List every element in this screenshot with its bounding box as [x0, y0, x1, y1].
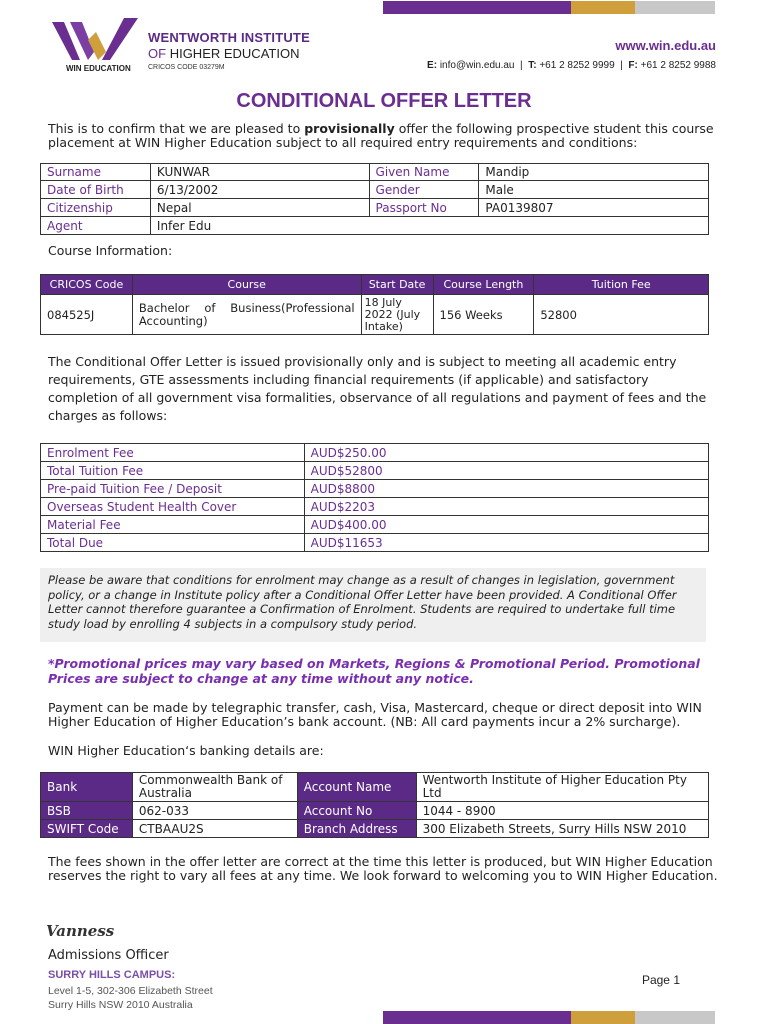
student-details-table: [40, 163, 709, 235]
fee-value: AUD$52800: [304, 462, 708, 480]
branch-value: 300 Elizabeth Streets, Surry Hills NSW 2010: [416, 820, 708, 838]
top-bar-gold: [571, 1, 635, 14]
email-label: E:: [427, 60, 438, 71]
gender-label: Gender: [369, 181, 479, 199]
page-number: Page 1: [641, 973, 680, 987]
bottom-bar-purple: [383, 1011, 571, 1024]
table-row: [41, 802, 709, 820]
website-link[interactable]: www.win.edu.au: [615, 38, 716, 53]
passport-value: PA0139807: [479, 199, 709, 217]
course-cricos-value: 084525J: [41, 295, 133, 335]
top-bar-grey: [635, 1, 715, 14]
bottom-bar-grey: [635, 1011, 715, 1024]
fee-label: Overseas Student Health Cover: [41, 498, 305, 516]
course-start-value: 18 July 2022 (July Intake): [361, 295, 433, 335]
table-row: [41, 820, 709, 838]
passport-label: Passport No: [369, 199, 479, 217]
branch-label: Branch Address: [297, 820, 416, 838]
course-header-length: Course Length: [433, 275, 534, 295]
enrolment-note: Please be aware that conditions for enrolment may change as a result of changes in legislation, government policy, or a change in Institute policy after a Conditional Offer Letter have been provided. A Conditional Offer Letter cannot therefore guarantee a Confirmation of Enrolment. Students are required to undertake full time study load by enrolling 4 subjects in a compulsory study period.: [40, 568, 706, 642]
course-header-start: Start Date: [361, 275, 433, 295]
contact-line: E: info@win.edu.au | T: +61 2 8252 9999 | F: +61 2 8252 9988: [427, 60, 716, 71]
logo-caption: WIN EDUCATION: [66, 64, 131, 73]
banking-table: [40, 772, 709, 838]
banking-intro: WIN Higher Education‘s banking details are:: [48, 743, 324, 758]
surname-value: KUNWAR: [150, 164, 369, 181]
top-bar-purple: [383, 1, 571, 14]
conditions-paragraph: The Conditional Offer Letter is issued provisionally only and is subject to meeting all academic entry requirements, GTE assessments including financial requirements (if applicable) and satisfactory completion of all government visa formalities, observance of all regulations and payment of fees and the charges as follows:: [48, 354, 707, 423]
account-no-label: Account No: [297, 802, 416, 820]
fee-value: AUD$2203: [304, 498, 708, 516]
intro-text-end: offer the following prospective student this course placement at WIN Higher Education subject to all required entry requirements and conditions:: [48, 121, 714, 150]
phone-number: +61 2 8252 9999: [539, 60, 615, 71]
intro-bold-word: provisionally: [304, 121, 395, 136]
fee-value: AUD$250.00: [304, 444, 708, 462]
table-row: [41, 534, 709, 552]
given-name-label: Given Name: [369, 164, 479, 181]
table-row: [41, 295, 709, 335]
table-row: [41, 516, 709, 534]
citizenship-label: Citizenship: [41, 199, 151, 217]
account-name-label: Account Name: [297, 773, 416, 802]
cricos-code: CRICOS CODE 03279M: [148, 64, 225, 71]
swift-value: CTBAAU2S: [132, 820, 297, 838]
table-row: [41, 164, 709, 181]
table-row: [41, 498, 709, 516]
course-table: [40, 274, 709, 335]
course-header-course: Course: [132, 275, 361, 295]
account-no-value: 1044 - 8900: [416, 802, 708, 820]
fees-table: [40, 443, 709, 552]
phone-label: T:: [528, 60, 537, 71]
dob-value: 6/13/2002: [150, 181, 369, 199]
table-row: [41, 773, 709, 802]
campus-address-line1: Level 1-5, 302-306 Elizabeth Street: [48, 985, 213, 997]
top-color-bar: [383, 1, 715, 14]
bank-label: Bank: [41, 773, 133, 802]
bottom-bar-gold: [571, 1011, 635, 1024]
promo-notice: *Promotional prices may vary based on Markets, Regions & Promotional Period. Promotional Prices are subject to change at any time without any notice.: [48, 656, 700, 686]
course-name-value: Bachelor of Business(Professional Accounting): [132, 295, 361, 335]
bank-value: Commonwealth Bank of Australia: [132, 773, 297, 802]
course-header-cricos: CRICOS Code: [41, 275, 133, 295]
payment-paragraph: Payment can be made by telegraphic transfer, cash, Visa, Mastercard, cheque or direct deposit into WIN Higher Education of Higher Education’s bank account. (NB: All card payments incur a 2% surcharge).: [48, 700, 702, 729]
fax-number: +61 2 8252 9988: [640, 60, 716, 71]
fee-label: Total Tuition Fee: [41, 462, 305, 480]
dob-label: Date of Birth: [41, 181, 151, 199]
account-name-value: Wentworth Institute of Higher Education Pty Ltd: [416, 773, 708, 802]
institute-higher-education: HIGHER EDUCATION: [169, 46, 300, 61]
agent-value: Infer Edu: [150, 217, 708, 235]
course-info-label: Course Information:: [48, 243, 173, 258]
table-header-row: [41, 275, 709, 295]
bsb-label: BSB: [41, 802, 133, 820]
bottom-color-bar: [383, 1011, 715, 1024]
bsb-value: 062-033: [132, 802, 297, 820]
page-title: CONDITIONAL OFFER LETTER: [236, 90, 532, 112]
citizenship-value: Nepal: [150, 199, 369, 217]
fee-label: Total Due: [41, 534, 305, 552]
fee-label: Enrolment Fee: [41, 444, 305, 462]
table-row: [41, 480, 709, 498]
course-length-value: 156 Weeks: [433, 295, 534, 335]
campus-address-line2: Surry Hills NSW 2010 Australia: [48, 999, 193, 1011]
intro-paragraph: [48, 122, 720, 150]
fee-value: AUD$11653: [304, 534, 708, 552]
course-header-fee: Tuition Fee: [534, 275, 709, 295]
fee-label: Material Fee: [41, 516, 305, 534]
table-row: [41, 181, 709, 199]
table-row: [41, 199, 709, 217]
fax-label: F:: [628, 60, 638, 71]
campus-name: SURRY HILLS CAMPUS:: [48, 969, 176, 981]
institute-of: OF: [148, 46, 167, 61]
surname-label: Surname: [41, 164, 151, 181]
swift-label: SWIFT Code: [41, 820, 133, 838]
institute-name-line2: [148, 46, 299, 61]
table-row: [41, 444, 709, 462]
agent-label: Agent: [41, 217, 151, 235]
table-row: [41, 217, 709, 235]
fee-value: AUD$8800: [304, 480, 708, 498]
gender-value: Male: [479, 181, 709, 199]
given-name-value: Mandip: [479, 164, 709, 181]
officer-title: Admissions Officer: [48, 948, 169, 963]
signature: Vanness: [46, 922, 115, 940]
fee-value: AUD$400.00: [304, 516, 708, 534]
intro-text-start: This is to confirm that we are pleased to: [48, 121, 305, 136]
email-link[interactable]: info@win.edu.au: [439, 60, 515, 71]
fee-label: Pre-paid Tuition Fee / Deposit: [41, 480, 305, 498]
table-row: [41, 462, 709, 480]
closing-paragraph: The fees shown in the offer letter are correct at the time this letter is produced, but WIN Higher Education reserves the right to vary all fees at any time. We look forward to welcoming you to WIN Higher Education.: [48, 854, 718, 883]
course-fee-value: 52800: [534, 295, 709, 335]
institute-name-line1: WENTWORTH INSTITUTE: [148, 30, 310, 45]
